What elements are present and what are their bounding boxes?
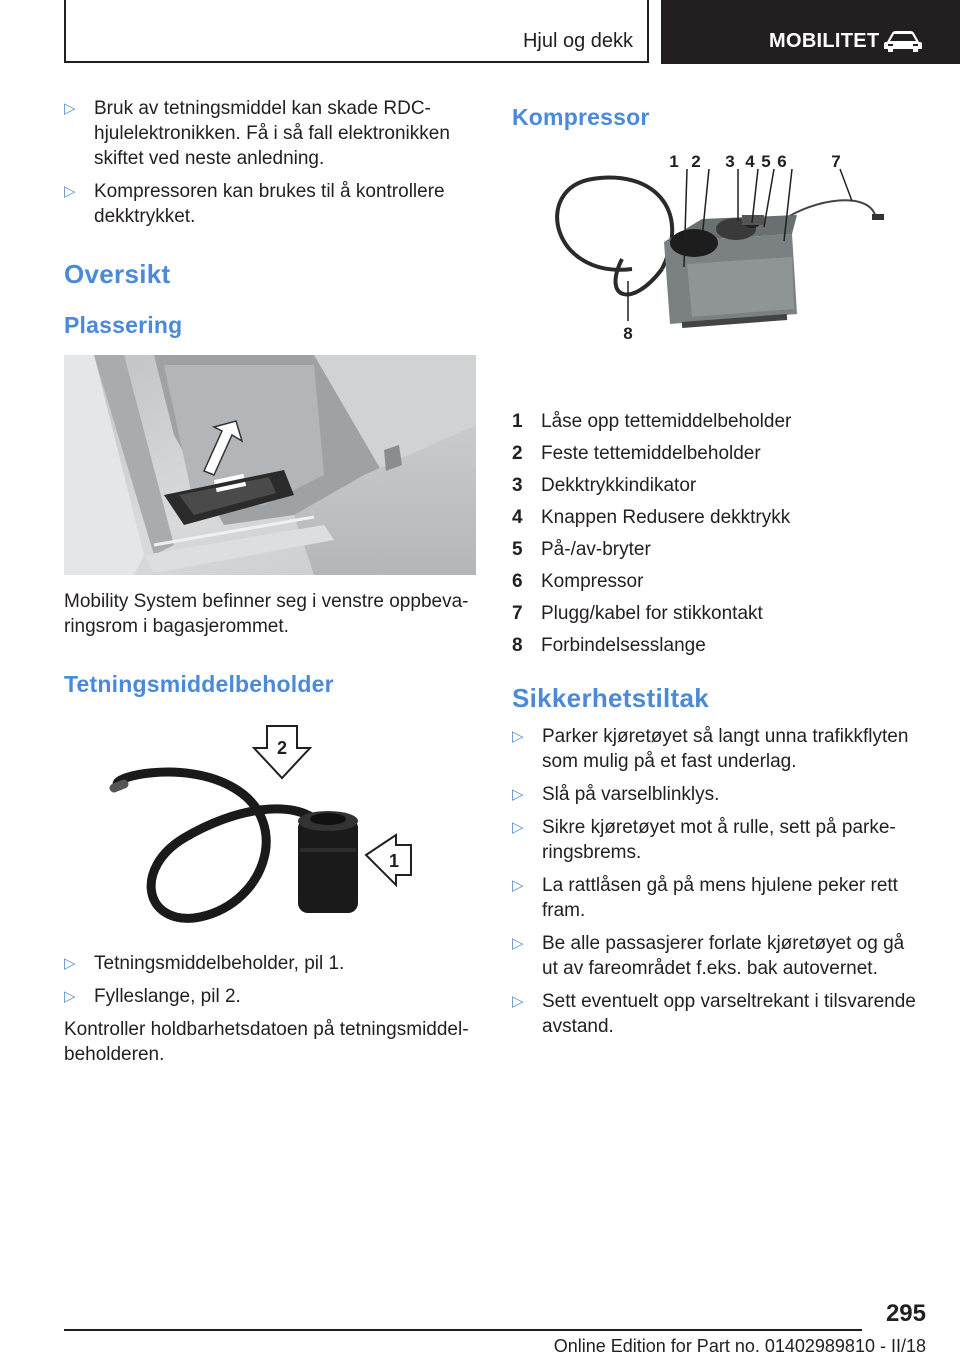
figure-label: 8 — [623, 324, 633, 343]
container-check-text: Kontroller holdbarhetsdatoen på tetningsmiddelbeholderen. — [64, 1019, 469, 1065]
figure-label: 4 — [745, 152, 755, 171]
legend-number: 8 — [512, 635, 523, 656]
bullet-item — [64, 951, 476, 976]
legend-item — [512, 601, 924, 633]
bullet-text: Parker kjøretøyet så langt unna trafikkflyten som mulig på et fast underlag. — [542, 726, 909, 772]
heading-sealant-container: Tetningsmiddelbeholder — [64, 671, 334, 697]
bullet-text: Be alle passasjerer forlate kjøretøyet og gå ut av fareområdet f.eks. bak autovernet. — [542, 933, 905, 979]
location-description: Mobility System befinner seg i venstre oppbevaringsrom i bagasjerommet. — [64, 591, 469, 637]
figure-label: 6 — [777, 152, 787, 171]
bullet-triangle-icon: ▷ — [512, 877, 524, 894]
bullet-text: Sikre kjøretøyet mot å rulle, sett på parkeringsbrems. — [542, 817, 896, 863]
bullet-text: Slå på varselblinklys. — [542, 784, 720, 805]
footer-edition: Online Edition for Part no. 01402989810 - II/18 — [553, 1336, 926, 1356]
header-section-title: Hjul og dekk — [522, 30, 633, 52]
heading-compressor: Kompressor — [512, 104, 650, 130]
legend-item — [512, 569, 924, 601]
legend-text: Kompressor — [541, 571, 644, 592]
legend-item — [512, 505, 924, 537]
bullet-triangle-icon: ▷ — [64, 100, 76, 117]
bullet-item — [512, 873, 924, 923]
trunk-location-image — [64, 355, 476, 575]
heading-safety: Sikkerhetstiltak — [512, 683, 710, 713]
bullet-text: Tetningsmiddelbeholder, pil 1. — [94, 953, 345, 974]
legend-number: 6 — [512, 571, 523, 592]
figure-label: 1 — [388, 851, 400, 871]
legend-number: 3 — [512, 475, 523, 496]
legend-text: Plugg/kabel for stikkontakt — [541, 603, 763, 624]
bullet-triangle-icon: ▷ — [512, 935, 524, 952]
figure-label: 2 — [691, 152, 701, 171]
bullet-item — [512, 724, 924, 774]
bullet-text: La rattlåsen gå på mens hjulene peker rett fram. — [542, 875, 898, 921]
legend-text: Knappen Redusere dekktrykk — [541, 507, 791, 528]
legend-item — [512, 633, 924, 665]
legend-number: 2 — [512, 443, 523, 464]
sealant-container-image — [64, 718, 476, 933]
footer-divider — [64, 1329, 862, 1331]
heading-overview: Oversikt — [64, 259, 171, 289]
header-chapter-title: MOBILITET — [769, 30, 880, 52]
bullet-item — [64, 179, 476, 229]
car-icon — [883, 28, 923, 52]
bullet-triangle-icon: ▷ — [64, 988, 76, 1005]
bullet-item — [64, 96, 476, 171]
header-section-box — [64, 0, 649, 63]
legend-text: Låse opp tettemiddelbeholder — [541, 411, 792, 432]
bullet-triangle-icon: ▷ — [512, 993, 524, 1010]
figure-label: 2 — [276, 738, 288, 758]
bullet-text: Fylleslange, pil 2. — [94, 986, 241, 1007]
legend-text: Feste tettemiddelbeholder — [541, 443, 761, 464]
bullet-item — [512, 931, 924, 981]
figure-label: 1 — [669, 152, 679, 171]
figure-label: 5 — [761, 152, 771, 171]
legend-item — [512, 537, 924, 569]
compressor-image — [512, 149, 924, 349]
heading-location: Plassering — [64, 312, 183, 338]
right-column — [512, 96, 924, 1047]
bullet-text: Sett eventuelt opp varseltrekant i tilsvarende avstand. — [542, 991, 916, 1037]
bullet-item — [512, 815, 924, 865]
left-column — [64, 96, 476, 1067]
legend-text: På-/av-bryter — [541, 539, 651, 560]
figure-label: 3 — [725, 152, 735, 171]
legend-number: 1 — [512, 411, 523, 432]
bullet-text: Kompressoren kan brukes til å kontrollere dekktrykket. — [94, 181, 445, 227]
bullet-triangle-icon: ▷ — [512, 819, 524, 836]
page-header — [64, 0, 960, 64]
legend-number: 7 — [512, 603, 523, 624]
legend-number: 4 — [512, 507, 523, 528]
bullet-triangle-icon: ▷ — [64, 183, 76, 200]
bullet-item — [64, 984, 476, 1009]
bullet-text: Bruk av tetningsmiddel kan skade RDC-hjulelektronikken. Få i så fall elektronikken skiftet ved neste anledning. — [94, 98, 450, 169]
legend-text: Forbindelsesslange — [541, 635, 706, 656]
legend-item — [512, 441, 924, 473]
bullet-triangle-icon: ▷ — [512, 728, 524, 745]
bullet-item — [512, 782, 924, 807]
header-chapter-tab — [661, 0, 960, 64]
legend-item — [512, 473, 924, 505]
figure-label: 7 — [831, 152, 841, 171]
legend-number: 5 — [512, 539, 523, 560]
legend-item — [512, 409, 924, 441]
page-number: 295 — [885, 1300, 926, 1327]
bullet-item — [512, 989, 924, 1039]
bullet-triangle-icon: ▷ — [64, 955, 76, 972]
bullet-triangle-icon: ▷ — [512, 786, 524, 803]
compressor-legend — [512, 409, 924, 665]
legend-text: Dekktrykkindikator — [541, 475, 697, 496]
